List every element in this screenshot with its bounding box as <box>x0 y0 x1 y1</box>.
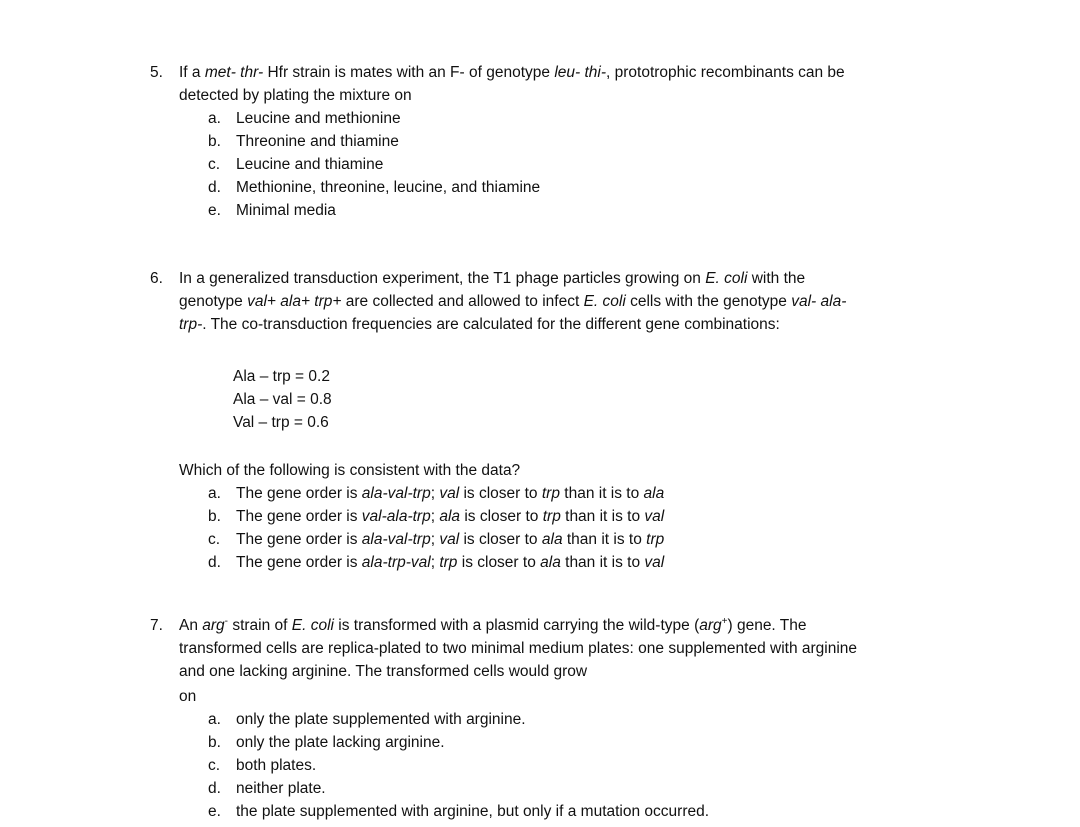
option-text: is closer to <box>457 554 541 571</box>
option-text: Leucine and thiamine <box>236 156 384 173</box>
gene-name: ala <box>541 531 563 548</box>
option-letter: a. <box>208 485 221 502</box>
gene-name: trp <box>541 485 560 502</box>
option-c[interactable] <box>150 754 860 777</box>
stem-text: An <box>179 617 203 634</box>
genotype-text: val+ ala+ trp+ <box>247 293 342 310</box>
stem-text: strain of <box>228 617 292 634</box>
option-letter: a. <box>208 711 221 728</box>
option-text: the plate supplemented with arginine, but only if a mutation occurred. <box>236 803 710 820</box>
option-letter: b. <box>208 133 221 150</box>
question-7-options <box>150 708 860 823</box>
stem-text: ) gene. The transformed cells are replica-plated to two minimal medium plates: one supplemented with arginine and one lacking arginine. The transformed cells would grow <box>179 617 858 680</box>
stem-text: , prototrophic recombinants can be detected by plating the mixture on <box>179 64 845 104</box>
question-number: 7. <box>150 617 163 634</box>
option-letter: b. <box>208 734 221 751</box>
gene-order: val-ala-trp <box>361 508 431 525</box>
frequency-val-trp: Val – trp = 0.6 <box>233 414 329 431</box>
question-number: 6. <box>150 270 163 287</box>
option-letter: d. <box>208 554 221 571</box>
organism-text: E. coli <box>291 617 334 634</box>
option-text: is closer to <box>460 508 543 525</box>
option-text: only the plate lacking arginine. <box>236 734 445 751</box>
option-text: The gene order is <box>236 485 362 502</box>
option-text: Minimal media <box>236 202 336 219</box>
stem-continuation: on <box>179 688 197 705</box>
option-d[interactable] <box>150 176 870 199</box>
question-number: 5. <box>150 64 163 81</box>
question-6 <box>150 267 850 574</box>
option-a[interactable] <box>150 107 870 130</box>
cotransduction-frequencies <box>150 365 850 434</box>
option-c[interactable] <box>150 528 850 551</box>
gene-name: arg <box>202 617 225 634</box>
gene-name: val <box>439 531 460 548</box>
genotype-text: val- ala- trp- <box>179 293 847 333</box>
option-letter: e. <box>208 202 221 219</box>
option-text: Leucine and methionine <box>236 110 401 127</box>
gene-name: trp <box>542 508 561 525</box>
superscript: + <box>721 615 728 627</box>
gene-name: trp <box>439 554 458 571</box>
option-a[interactable] <box>150 482 850 505</box>
option-text: The gene order is <box>236 554 362 571</box>
question-7-stem <box>150 614 860 708</box>
question-6-prompt: Which of the following is consistent with the data? <box>179 462 521 479</box>
option-e[interactable] <box>150 199 870 222</box>
option-text: than it is to <box>562 531 647 548</box>
stem-text: with the genotype <box>179 270 806 310</box>
option-text: neither plate. <box>236 780 326 797</box>
option-letter: c. <box>208 757 221 774</box>
option-text: than it is to <box>560 508 645 525</box>
gene-order: ala-trp-val <box>361 554 431 571</box>
option-text: is closer to <box>459 485 542 502</box>
option-letter: e. <box>208 803 221 820</box>
stem-text: In a generalized transduction experiment, the T1 phage particles growing on <box>179 270 706 287</box>
question-5 <box>150 61 870 222</box>
genotype-text: leu- thi- <box>554 64 606 81</box>
frequency-ala-val: Ala – val = 0.8 <box>233 391 332 408</box>
option-c[interactable] <box>150 153 870 176</box>
option-text: only the plate supplemented with arginine. <box>236 711 526 728</box>
option-b[interactable] <box>150 505 850 528</box>
question-6-stem <box>150 267 850 336</box>
option-letter: a. <box>208 110 221 127</box>
option-text: The gene order is <box>236 508 362 525</box>
option-letter: d. <box>208 780 221 797</box>
question-6-options <box>150 482 850 574</box>
frequency-ala-trp: Ala – trp = 0.2 <box>233 368 330 385</box>
option-text: is closer to <box>459 531 542 548</box>
gene-name: val <box>644 508 665 525</box>
option-a[interactable] <box>150 708 860 731</box>
option-text: Methionine, threonine, leucine, and thiamine <box>236 179 541 196</box>
option-letter: c. <box>208 531 221 548</box>
gene-name: ala <box>439 508 461 525</box>
gene-order: ala-val-trp <box>361 531 431 548</box>
question-7 <box>150 614 860 823</box>
gene-name: arg <box>699 617 722 634</box>
organism-text: E. coli <box>705 270 748 287</box>
gene-order: ala-val-trp <box>361 485 431 502</box>
option-text: than it is to <box>559 485 644 502</box>
option-text: Threonine and thiamine <box>236 133 399 150</box>
option-text: The gene order is <box>236 531 362 548</box>
organism-text: E. coli <box>583 293 626 310</box>
stem-text: If a <box>179 64 205 81</box>
stem-text: is transformed with a plasmid carrying the wild-type ( <box>333 617 700 634</box>
option-b[interactable] <box>150 130 870 153</box>
option-d[interactable] <box>150 777 860 800</box>
option-d[interactable] <box>150 551 850 574</box>
superscript: - <box>224 615 229 627</box>
stem-text: cells with the genotype <box>625 293 792 310</box>
option-text: than it is to <box>560 554 645 571</box>
gene-name: trp <box>646 531 665 548</box>
genotype-text: met- thr- <box>204 64 264 81</box>
gene-name: ala <box>643 485 665 502</box>
gene-name: ala <box>540 554 561 571</box>
option-b[interactable] <box>150 731 860 754</box>
option-letter: c. <box>208 156 221 173</box>
option-letter: b. <box>208 508 221 525</box>
option-text: ; <box>430 554 440 571</box>
option-text: both plates. <box>236 757 317 774</box>
stem-text: are collected and allowed to infect <box>341 293 584 310</box>
gene-name: val <box>439 485 460 502</box>
option-letter: d. <box>208 179 221 196</box>
option-e[interactable] <box>150 800 860 823</box>
question-5-stem <box>150 61 870 107</box>
stem-text: . The co-transduction frequencies are calculated for the different gene combinations: <box>202 316 780 333</box>
question-5-options <box>150 107 870 222</box>
stem-text: Hfr strain is mates with an F- of genotype <box>263 64 555 81</box>
option-text: ; <box>430 485 440 502</box>
option-text: ; <box>430 508 440 525</box>
option-text: ; <box>430 531 440 548</box>
gene-name: val <box>644 554 665 571</box>
